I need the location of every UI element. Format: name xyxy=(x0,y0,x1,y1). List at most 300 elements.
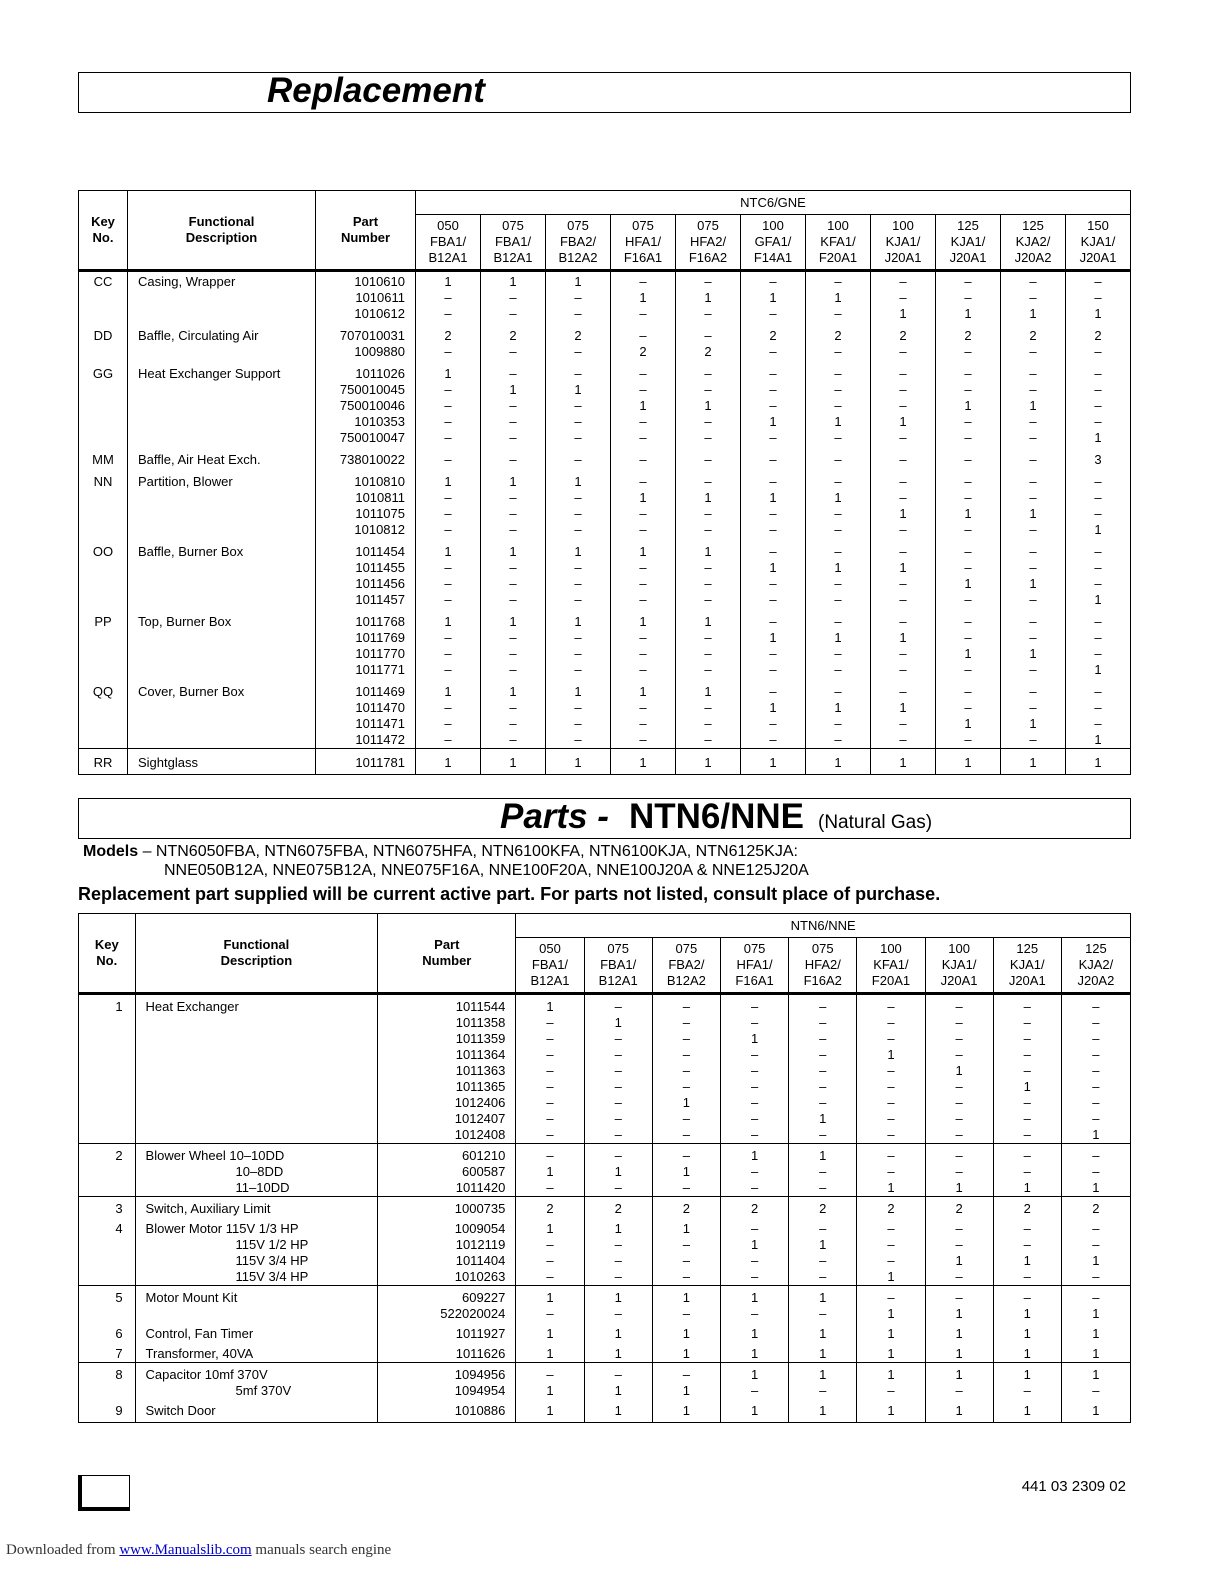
description-line: Transformer, 40VA xyxy=(145,1346,254,1361)
quantity-cell xyxy=(584,1286,652,1323)
quantity-cell xyxy=(481,749,546,775)
quantity-value: – xyxy=(444,592,452,607)
part-number: 1011769 xyxy=(355,630,405,645)
quantity-cell xyxy=(857,1322,925,1342)
quantity-value: 1 xyxy=(509,614,517,629)
quantity-value: – xyxy=(574,452,582,467)
quantity-value: – xyxy=(955,1148,963,1163)
quantity-value: – xyxy=(1029,382,1037,397)
table-row xyxy=(79,1197,1131,1218)
quantity-value: 1 xyxy=(964,576,972,591)
quantity-value: – xyxy=(509,732,517,747)
quantity-value: – xyxy=(1029,344,1037,359)
quantity-value: 1 xyxy=(964,755,972,770)
quantity-value: 1 xyxy=(704,490,712,505)
quantity-value: – xyxy=(819,1031,827,1046)
quantity-value: – xyxy=(704,366,712,381)
parts-title-box xyxy=(78,798,1131,839)
quantity-value: 1 xyxy=(899,306,907,321)
quantity-value: – xyxy=(769,398,777,413)
quantity-value: 1 xyxy=(887,1306,895,1321)
quantity-value: – xyxy=(769,474,777,489)
quantity-value: – xyxy=(574,592,582,607)
model-group-header: NTN6/NNE xyxy=(516,914,1131,938)
quantity-value: – xyxy=(834,430,842,445)
part-number: 738010022 xyxy=(339,452,405,467)
quantity-value: 2 xyxy=(887,1201,895,1216)
quantity-value: – xyxy=(1092,1221,1100,1236)
quantity-value: – xyxy=(769,274,777,289)
quantity-value: 1 xyxy=(964,716,972,731)
quantity-value: 1 xyxy=(887,1346,895,1361)
part-number: 1094956 xyxy=(454,1367,506,1382)
quantity-value: – xyxy=(1094,474,1102,489)
quantity-value: – xyxy=(964,560,972,575)
quantity-cell xyxy=(741,608,806,678)
part-number: 1000735 xyxy=(454,1201,506,1216)
description-header: Functional Description xyxy=(128,191,316,271)
quantity-value: – xyxy=(546,1047,554,1062)
part-number: 1010812 xyxy=(354,522,405,537)
quantity-value: – xyxy=(1092,1111,1100,1126)
quantity-value: 1 xyxy=(834,755,842,770)
part-number: 1011470 xyxy=(355,700,405,715)
key-number: 4 xyxy=(115,1221,123,1236)
key-cell xyxy=(79,538,128,608)
quantity-value: 1 xyxy=(887,1326,895,1341)
quantity-value: 1 xyxy=(964,506,972,521)
part-number: 1011075 xyxy=(355,506,405,521)
quantity-cell xyxy=(741,322,806,360)
quantity-value: – xyxy=(955,1164,963,1179)
quantity-value: – xyxy=(546,1306,554,1321)
quantity-cell xyxy=(584,1217,652,1286)
quantity-cell xyxy=(936,271,1001,323)
model-header-line: KJA1/ xyxy=(1080,234,1116,249)
quantity-value: – xyxy=(574,560,582,575)
quantity-value: – xyxy=(834,382,842,397)
quantity-cell xyxy=(546,271,611,323)
quantity-value: 1 xyxy=(574,684,582,699)
models-line-2: NNE050B12A, NNE075B12A, NNE075F16A, NNE100F20A, NNE100J20A & NNE125J20A xyxy=(164,862,809,879)
description-cell xyxy=(128,678,316,749)
quantity-value: 1 xyxy=(639,290,647,305)
quantity-cell xyxy=(806,678,871,749)
quantity-cell xyxy=(516,1342,584,1363)
quantity-value: 1 xyxy=(899,414,907,429)
quantity-value: 1 xyxy=(574,274,582,289)
quantity-value: – xyxy=(819,1095,827,1110)
footer-text: Downloaded from xyxy=(6,1542,116,1558)
part-number-cell xyxy=(316,360,416,446)
quantity-value: – xyxy=(769,662,777,677)
quantity-value: – xyxy=(546,1063,554,1078)
quantity-value: 1 xyxy=(834,490,842,505)
quantity-value: – xyxy=(704,732,712,747)
model-header-line: 075 xyxy=(502,218,524,233)
table-row xyxy=(79,1217,1131,1286)
quantity-value: – xyxy=(574,490,582,505)
key-number: DD xyxy=(93,328,113,343)
quantity-cell xyxy=(516,1322,584,1342)
description-line: Control, Fan Timer xyxy=(145,1326,254,1341)
table-row xyxy=(79,1363,1131,1400)
quantity-value: – xyxy=(887,1164,895,1179)
quantity-cell xyxy=(611,468,676,538)
quantity-cell xyxy=(936,468,1001,538)
part-number: 1011781 xyxy=(355,755,405,770)
quantity-value: – xyxy=(899,290,907,305)
model-header-line: 125 xyxy=(1022,218,1044,233)
quantity-value: – xyxy=(614,1253,622,1268)
quantity-value: – xyxy=(887,1237,895,1252)
quantity-value: – xyxy=(509,290,517,305)
quantity-value: – xyxy=(964,474,972,489)
quantity-value: – xyxy=(1094,344,1102,359)
quantity-value: – xyxy=(955,1127,963,1142)
quantity-cell xyxy=(676,468,741,538)
quantity-value: – xyxy=(614,1367,622,1382)
models-label: Models xyxy=(83,843,139,860)
quantity-value: 1 xyxy=(899,700,907,715)
quantity-cell xyxy=(993,1144,1061,1197)
quantity-value: 2 xyxy=(1023,1201,1031,1216)
quantity-value: – xyxy=(834,398,842,413)
quantity-value: 1 xyxy=(819,1237,827,1252)
quantity-value: – xyxy=(1029,662,1037,677)
quantity-value: 1 xyxy=(1094,430,1102,445)
quantity-value: 2 xyxy=(574,328,582,343)
model-header-line: J20A1 xyxy=(940,973,978,988)
replacement-title: Replacement xyxy=(267,71,485,110)
description-cell xyxy=(128,749,316,775)
quantity-value: – xyxy=(1023,1095,1031,1110)
model-header-line: 125 xyxy=(1085,941,1107,956)
quantity-value: 1 xyxy=(546,1326,554,1341)
quantity-value: 2 xyxy=(546,1201,554,1216)
quantity-value: – xyxy=(1029,452,1037,467)
quantity-value: – xyxy=(834,544,842,559)
quantity-value: – xyxy=(509,716,517,731)
quantity-cell xyxy=(936,446,1001,468)
key-cell xyxy=(79,322,128,360)
quantity-value: – xyxy=(1094,506,1102,521)
quantity-cell xyxy=(871,608,936,678)
part-number: 1012119 xyxy=(455,1237,506,1252)
quantity-cell xyxy=(993,1197,1061,1218)
manualslib-link[interactable]: www.Manualslib.com xyxy=(119,1542,252,1558)
quantity-value: – xyxy=(819,1127,827,1142)
quantity-cell xyxy=(652,1197,720,1218)
description-line: Partition, Blower xyxy=(138,474,233,489)
part-number: 750010046 xyxy=(339,398,405,413)
model-header-line: F20A1 xyxy=(818,250,858,265)
description-cell xyxy=(135,1342,378,1363)
quantity-value: – xyxy=(819,999,827,1014)
quantity-value: – xyxy=(1023,1164,1031,1179)
quantity-value: – xyxy=(769,732,777,747)
table-row xyxy=(79,1286,1131,1323)
model-header-line: J20A2 xyxy=(1014,250,1052,265)
part-number: 1009880 xyxy=(354,344,405,359)
quantity-value: 2 xyxy=(1092,1201,1100,1216)
quantity-value: – xyxy=(769,646,777,661)
part-number: 609227 xyxy=(461,1290,506,1305)
quantity-cell xyxy=(857,1286,925,1323)
quantity-cell xyxy=(925,1342,993,1363)
quantity-value: – xyxy=(1029,274,1037,289)
quantity-value: – xyxy=(887,1290,895,1305)
quantity-cell xyxy=(925,1399,993,1423)
quantity-value: – xyxy=(1094,576,1102,591)
quantity-value: – xyxy=(704,506,712,521)
quantity-value: – xyxy=(1029,430,1037,445)
quantity-cell xyxy=(611,360,676,446)
quantity-value: – xyxy=(887,1148,895,1163)
quantity-value: – xyxy=(574,522,582,537)
description-cell xyxy=(135,1217,378,1286)
quantity-value: – xyxy=(1094,366,1102,381)
part-number-cell xyxy=(378,994,516,1144)
quantity-cell xyxy=(1001,271,1066,323)
quantity-value: 1 xyxy=(509,544,517,559)
quantity-value: 1 xyxy=(444,544,452,559)
quantity-cell xyxy=(1061,1144,1130,1197)
quantity-value: – xyxy=(509,646,517,661)
quantity-cell xyxy=(652,1286,720,1323)
part-number: 707010031 xyxy=(339,328,405,343)
quantity-value: – xyxy=(819,1253,827,1268)
quantity-value: 1 xyxy=(704,614,712,629)
quantity-cell xyxy=(741,749,806,775)
quantity-value: – xyxy=(444,398,452,413)
quantity-value: 1 xyxy=(899,630,907,645)
quantity-cell xyxy=(584,994,652,1144)
quantity-value: – xyxy=(834,684,842,699)
gas-type-label: (Natural Gas) xyxy=(818,812,933,833)
description-cell xyxy=(135,1286,378,1323)
quantity-value: 2 xyxy=(834,328,842,343)
quantity-value: – xyxy=(614,1079,622,1094)
quantity-value: – xyxy=(704,474,712,489)
description-cell xyxy=(135,1399,378,1423)
quantity-cell xyxy=(481,322,546,360)
model-header-line: KJA1/ xyxy=(1009,957,1045,972)
quantity-value: 1 xyxy=(682,1346,690,1361)
quantity-value: 1 xyxy=(955,1180,963,1195)
quantity-value: 1 xyxy=(769,560,777,575)
quantity-value: 1 xyxy=(964,398,972,413)
quantity-value: – xyxy=(964,414,972,429)
quantity-value: – xyxy=(444,430,452,445)
quantity-value: 1 xyxy=(614,1015,622,1030)
quantity-cell xyxy=(546,678,611,749)
model-header-line: F16A1 xyxy=(623,250,663,265)
model-header-line: FBA1/ xyxy=(429,234,467,249)
quantity-value: – xyxy=(1023,1148,1031,1163)
quantity-value: – xyxy=(574,506,582,521)
quantity-value: – xyxy=(1094,716,1102,731)
table-row xyxy=(79,468,1131,538)
quantity-cell xyxy=(611,749,676,775)
quantity-value: – xyxy=(639,592,647,607)
quantity-value: 1 xyxy=(1023,1346,1031,1361)
quantity-value: – xyxy=(899,614,907,629)
key-cell xyxy=(79,608,128,678)
part-number: 1011026 xyxy=(355,366,405,381)
quantity-value: – xyxy=(509,662,517,677)
description-cell xyxy=(128,271,316,323)
quantity-value: – xyxy=(704,274,712,289)
quantity-value: – xyxy=(887,1015,895,1030)
quantity-value: – xyxy=(1092,1079,1100,1094)
quantity-value: – xyxy=(1029,560,1037,575)
quantity-value: – xyxy=(964,700,972,715)
quantity-value: – xyxy=(887,1063,895,1078)
quantity-value: – xyxy=(1029,290,1037,305)
description-line: Motor Mount Kit xyxy=(145,1290,238,1305)
quantity-cell xyxy=(925,1144,993,1197)
key-number: OO xyxy=(92,544,114,559)
description-line: Casing, Wrapper xyxy=(138,274,236,289)
quantity-value: 1 xyxy=(614,1164,622,1179)
quantity-value: – xyxy=(769,614,777,629)
quantity-value: 1 xyxy=(887,1180,895,1195)
quantity-cell xyxy=(993,1342,1061,1363)
quantity-cell xyxy=(584,1144,652,1197)
model-column-header xyxy=(481,215,546,271)
quantity-cell xyxy=(1001,678,1066,749)
quantity-cell xyxy=(720,1342,788,1363)
model-column-header xyxy=(516,938,584,994)
quantity-value: – xyxy=(1092,1063,1100,1078)
quantity-value: – xyxy=(750,1253,759,1268)
quantity-value: – xyxy=(887,1127,895,1142)
quantity-value: – xyxy=(1092,1290,1100,1305)
model-header-line: KJA2/ xyxy=(1015,234,1051,249)
description-cell xyxy=(128,608,316,678)
quantity-value: – xyxy=(509,398,517,413)
quantity-cell xyxy=(925,1363,993,1400)
key-number: 2 xyxy=(115,1148,123,1163)
quantity-value: – xyxy=(614,1306,622,1321)
quantity-value: 1 xyxy=(955,1063,963,1078)
quantity-value: – xyxy=(682,1269,690,1284)
quantity-cell xyxy=(993,1286,1061,1323)
quantity-value: – xyxy=(639,560,647,575)
quantity-cell xyxy=(789,1286,857,1323)
part-number-header: Part Number xyxy=(378,914,516,994)
quantity-value: – xyxy=(682,1306,690,1321)
quantity-value: – xyxy=(444,452,452,467)
quantity-cell xyxy=(652,1399,720,1423)
model-column-header xyxy=(789,938,857,994)
quantity-value: – xyxy=(899,382,907,397)
quantity-value: – xyxy=(964,290,972,305)
model-header-line: FBA2/ xyxy=(668,957,705,972)
quantity-value: 1 xyxy=(546,1221,554,1236)
quantity-value: – xyxy=(769,506,777,521)
description-line: 5mf 370V xyxy=(235,1383,292,1398)
quantity-value: – xyxy=(834,452,842,467)
quantity-value: – xyxy=(444,382,452,397)
part-number: 1011365 xyxy=(455,1079,506,1094)
quantity-cell xyxy=(789,1197,857,1218)
part-number: 1011626 xyxy=(455,1346,506,1361)
quantity-value: – xyxy=(704,306,712,321)
quantity-value: 1 xyxy=(509,474,517,489)
quantity-value: – xyxy=(574,344,582,359)
part-number: 1010810 xyxy=(354,474,405,489)
quantity-value: 1 xyxy=(704,544,712,559)
quantity-value: 1 xyxy=(1029,306,1037,321)
quantity-cell xyxy=(1066,360,1131,446)
model-header-line: 125 xyxy=(957,218,979,233)
quantity-value: 1 xyxy=(834,630,842,645)
model-header-line: B12A2 xyxy=(666,973,706,988)
ntc6-parts-table xyxy=(78,190,1131,775)
quantity-cell xyxy=(481,271,546,323)
model-header-line: F16A2 xyxy=(803,973,842,988)
replacement-note: Replacement part supplied will be current active part. For parts not listed, consult place of purchase. xyxy=(78,884,941,904)
quantity-cell xyxy=(857,1363,925,1400)
quantity-cell xyxy=(720,994,788,1144)
quantity-cell xyxy=(720,1363,788,1400)
quantity-value: – xyxy=(899,544,907,559)
description-line: Top, Burner Box xyxy=(138,614,232,629)
table-row xyxy=(79,360,1131,446)
quantity-cell xyxy=(481,538,546,608)
quantity-value: 1 xyxy=(955,1326,963,1341)
quantity-value: 1 xyxy=(1092,1367,1100,1382)
quantity-cell xyxy=(741,360,806,446)
quantity-cell xyxy=(871,538,936,608)
quantity-value: 1 xyxy=(955,1306,963,1321)
part-number: 1011363 xyxy=(455,1063,506,1078)
quantity-value: – xyxy=(964,544,972,559)
part-number: 1011544 xyxy=(455,999,506,1014)
quantity-value: 1 xyxy=(682,1221,690,1236)
quantity-value: 1 xyxy=(614,1221,622,1236)
quantity-value: 1 xyxy=(1092,1180,1100,1195)
quantity-value: – xyxy=(1023,1015,1031,1030)
model-group-header: NTC6/GNE xyxy=(416,191,1131,215)
quantity-cell xyxy=(925,1197,993,1218)
quantity-value: – xyxy=(639,452,647,467)
quantity-cell xyxy=(1066,322,1131,360)
quantity-value: – xyxy=(509,630,517,645)
quantity-value: – xyxy=(574,366,582,381)
quantity-value: 1 xyxy=(682,1403,690,1418)
quantity-value: – xyxy=(509,490,517,505)
key-cell xyxy=(79,994,136,1144)
description-line: Capacitor 10mf 370V xyxy=(145,1367,268,1382)
model-header-line: 150 xyxy=(1087,218,1109,233)
part-number: 750010045 xyxy=(339,382,405,397)
quantity-value: 1 xyxy=(614,1290,622,1305)
quantity-value: – xyxy=(509,576,517,591)
quantity-value: 1 xyxy=(819,1346,827,1361)
quantity-value: – xyxy=(1094,290,1102,305)
quantity-value: – xyxy=(819,1015,827,1030)
model-header-line: 050 xyxy=(539,941,561,956)
model-header-line: F14A1 xyxy=(753,250,793,265)
quantity-value: 1 xyxy=(769,290,777,305)
quantity-cell xyxy=(481,446,546,468)
part-number: 1011358 xyxy=(455,1015,506,1030)
model-header-line: F16A1 xyxy=(735,973,774,988)
quantity-cell xyxy=(546,360,611,446)
